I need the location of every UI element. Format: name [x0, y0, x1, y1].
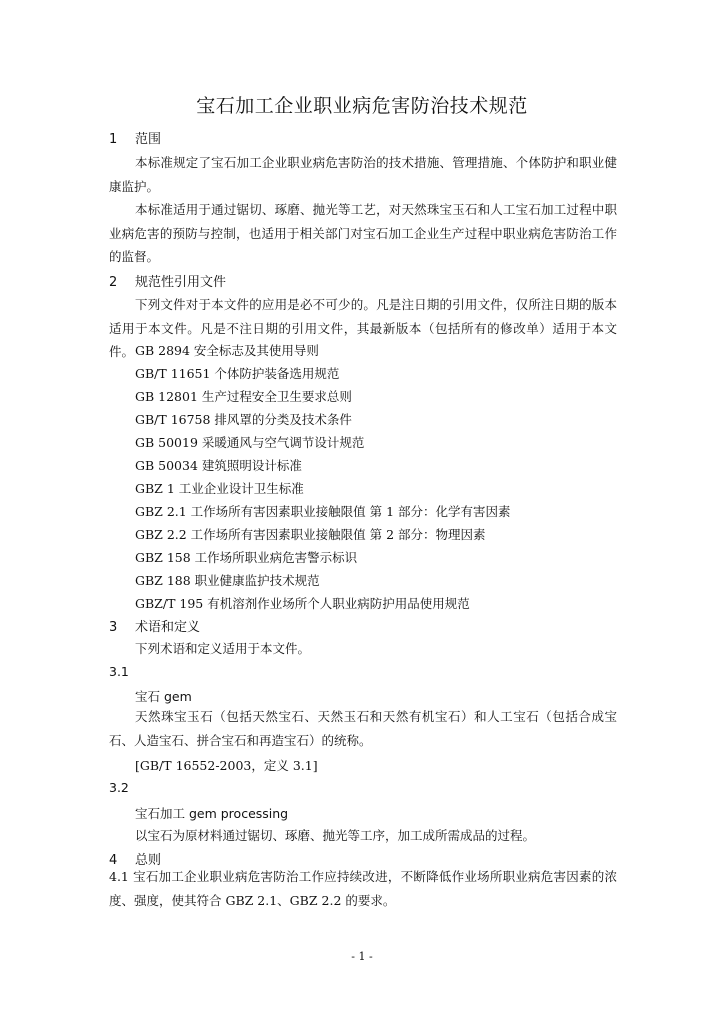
reference-item: GBZ 188 职业健康监护技术规范: [135, 573, 320, 588]
section-3-heading: [109, 616, 200, 635]
section-title: 总则: [135, 853, 162, 868]
reference-item: GB/T 16758 排风罩的分类及技术条件: [135, 412, 352, 427]
reference-item: GBZ 2.2 工作场所有害因素职业接触限值 第 2 部分：物理因素: [135, 527, 486, 542]
section-title: 规范性引用文件: [135, 275, 227, 290]
paragraph: 本标准适用于通过锯切、琢磨、抛光等工艺，对天然珠宝玉石和人工宝石加工过程中职业病危害的预防与控制，也适用于相关部门对宝石加工企业生产过程中职业病危害防治工作的监督。: [109, 202, 617, 264]
term-source: [GB/T 16552-2003，定义 3.1]: [135, 758, 318, 773]
reference-item: GB 2894 安全标志及其使用导则: [135, 343, 319, 358]
reference-item: GB 50019 采暖通风与空气调节设计规范: [135, 435, 365, 450]
reference-item: GB 12801 生产过程安全卫生要求总则: [135, 389, 352, 404]
section-title: 术语和定义: [135, 620, 201, 635]
section-2-heading: [109, 271, 226, 290]
section-number: 2: [109, 275, 118, 290]
term-number: 3.1: [109, 664, 129, 679]
reference-item: GB/T 11651 个体防护装备选用规范: [135, 366, 340, 381]
section-title: 范围: [135, 132, 162, 147]
term-heading: 宝石加工 gem processing: [135, 806, 289, 821]
paragraph: 下列术语和定义适用于本文件。: [135, 641, 311, 656]
section-number: 3: [109, 620, 118, 635]
term-number: 3.2: [109, 780, 129, 795]
term-heading: 宝石 gem: [135, 689, 192, 704]
document-title: 宝石加工企业职业病危害防治技术规范: [196, 95, 528, 117]
section-number: 1: [109, 132, 118, 147]
reference-item: GB 50034 建筑照明设计标准: [135, 458, 302, 473]
paragraph: 下列文件对于本文件的应用是必不可少的。凡是注日期的引用文件，仅所注日期的版本适用于本文件。凡是不注日期的引用文件，其最新版本（包括所有的修改单）适用于本文件。: [109, 297, 617, 359]
term-definition: 以宝石为原材料通过锯切、琢磨、抛光等工序，加工成所需成品的过程。: [135, 828, 536, 843]
section-number: 4: [109, 853, 118, 868]
section-1-heading: [109, 128, 161, 147]
paragraph: 本标准规定了宝石加工企业职业病危害防治的技术措施、管理措施、个体防护和职业健康监护。: [109, 155, 617, 194]
reference-item: GBZ 2.1 工作场所有害因素职业接触限值 第 1 部分：化学有害因素: [135, 504, 511, 519]
clause-paragraph: 4.1 宝石加工企业职业病危害防治工作应持续改进，不断降低作业场所职业病危害因素的浓度、强度，使其符合 GBZ 2.1、GBZ 2.2 的要求。: [109, 869, 617, 908]
reference-item: GBZ 1 工业企业设计卫生标准: [135, 481, 304, 496]
page-number: - 1 -: [351, 950, 373, 963]
reference-item: GBZ 158 工作场所职业病危害警示标识: [135, 550, 358, 565]
term-definition: 天然珠宝玉石（包括天然宝石、天然玉石和天然有机宝石）和人工宝石（包括合成宝石、人造宝石、拼合宝石和再造宝石）的统称。: [109, 709, 617, 748]
reference-item: GBZ/T 195 有机溶剂作业场所个人职业病防护用品使用规范: [135, 596, 470, 611]
